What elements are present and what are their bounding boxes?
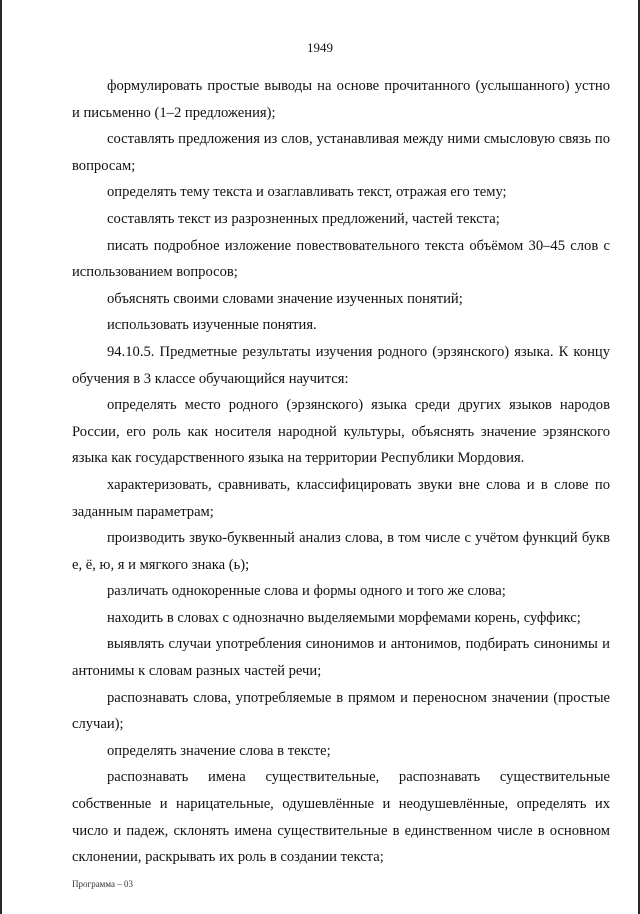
section-heading-paragraph: 94.10.5. Предметные результаты изучения родного (эрзянского) языка. К концу обучения в 3 классе обучающийся научится: bbox=[72, 343, 610, 387]
paragraph: определять место родного (эрзянского) языка среди других языков народов России, его роль как носителя народной культуры, объяснять значение эрзянского языка как государственного языка на территории Республики Мордовия. bbox=[72, 397, 610, 467]
paragraph: писать подробное изложение повествовательного текста объёмом 30–45 слов с использованием вопросов; bbox=[72, 237, 610, 281]
paragraph: различать однокоренные слова и формы одного и того же слова; bbox=[107, 583, 506, 600]
paragraph: распознавать имена существительные, распознавать существительные собственные и нарицательные, одушевлённые и неодушевлённые, определять их число и падеж, склонять имена существительные в единственном числе в основном склонении, раскрывать их роль в создании текста; bbox=[72, 769, 610, 866]
paragraph: характеризовать, сравнивать, классифицировать звуки вне слова и в слове по заданным параметрам; bbox=[72, 476, 610, 520]
paragraph: определять тему текста и озаглавливать текст, отражая его тему; bbox=[107, 184, 507, 201]
paragraph: выявлять случаи употребления синонимов и антонимов, подбирать синонимы и антонимы к словам разных частей речи; bbox=[72, 636, 610, 680]
page-number: 1949 bbox=[307, 40, 333, 55]
paragraph: использовать изученные понятия. bbox=[107, 317, 317, 334]
paragraph: распознавать слова, употребляемые в прямом и переносном значении (простые случаи); bbox=[72, 689, 610, 733]
paragraph: определять значение слова в тексте; bbox=[107, 742, 331, 759]
paragraph: составлять предложения из слов, устанавливая между ними смысловую связь по вопросам; bbox=[72, 131, 610, 174]
page-body bbox=[72, 73, 610, 871]
page-footer: Программа – 03 bbox=[72, 879, 134, 889]
paragraph: объяснять своими словами значение изученных понятий; bbox=[107, 290, 463, 307]
paragraph: составлять текст из разрозненных предложений, частей текста; bbox=[107, 210, 500, 227]
paragraph: формулировать простые выводы на основе прочитанного (услышанного) устно и письменно (1–2 предложения); bbox=[72, 78, 610, 121]
paragraph: находить в словах с однозначно выделяемыми морфемами корень, суффикс; bbox=[107, 609, 581, 626]
paragraph: производить звуко-буквенный анализ слова, в том числе с учётом функций букв е, ё, ю, я и мягкого знака (ь); bbox=[72, 530, 610, 573]
